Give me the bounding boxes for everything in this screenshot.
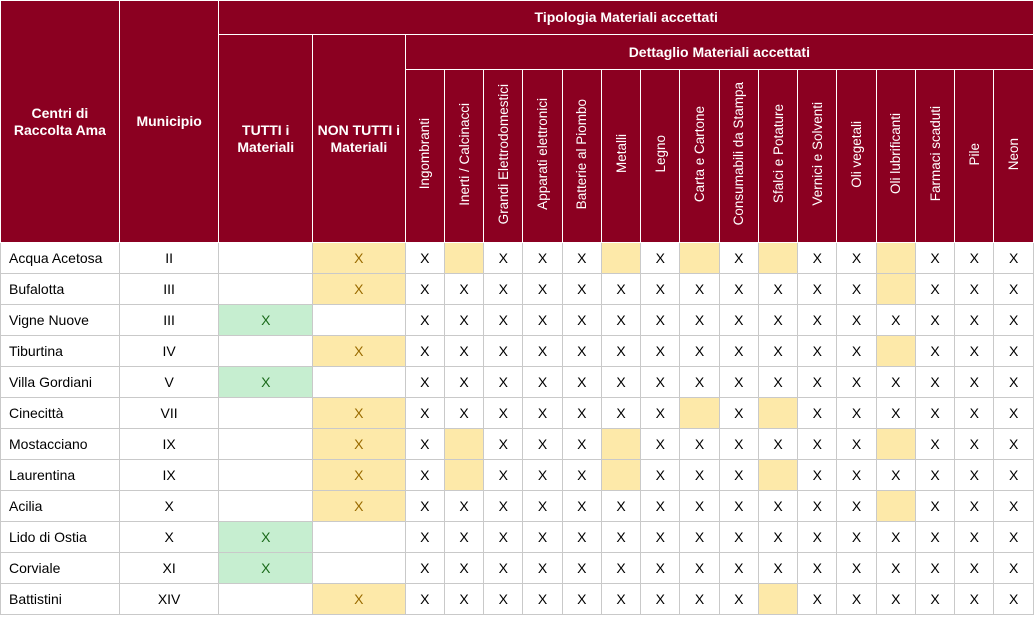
header-material [955, 70, 994, 243]
material-cell: X [955, 522, 994, 553]
material-cell: X [994, 584, 1034, 615]
tutti-cell [219, 274, 313, 305]
header-material-label: Metalli [613, 134, 629, 174]
material-cell: X [523, 336, 562, 367]
table-row [1, 522, 1034, 553]
header-material-label: Pile [966, 142, 982, 166]
material-cell: X [758, 553, 797, 584]
material-cell [876, 429, 915, 460]
table-row [1, 243, 1034, 274]
material-cell: X [994, 243, 1034, 274]
header-non-tutti: NON TUTTI i Materiali [313, 35, 406, 243]
non-tutti-cell: X [313, 398, 406, 429]
header-material-label: Sfalci e Potature [770, 104, 786, 204]
material-cell [444, 243, 483, 274]
material-cell: X [758, 522, 797, 553]
material-cell: X [405, 336, 444, 367]
material-cell: X [523, 584, 562, 615]
material-cell: X [837, 305, 876, 336]
material-cell: X [601, 553, 640, 584]
non-tutti-cell: X [313, 584, 406, 615]
material-cell: X [601, 398, 640, 429]
material-cell: X [601, 274, 640, 305]
material-cell: X [405, 460, 444, 491]
tutti-cell [219, 336, 313, 367]
material-cell: X [405, 429, 444, 460]
material-cell: X [876, 460, 915, 491]
non-tutti-cell: X [313, 491, 406, 522]
material-cell: X [798, 243, 837, 274]
header-material [444, 70, 483, 243]
material-cell [444, 429, 483, 460]
material-cell: X [798, 274, 837, 305]
material-cell: X [758, 429, 797, 460]
non-tutti-cell [313, 522, 406, 553]
material-cell: X [484, 584, 523, 615]
header-dettaglio: Dettaglio Materiali accettati [405, 35, 1033, 70]
centro-name: Mostacciano [1, 429, 120, 460]
material-cell: X [641, 305, 680, 336]
non-tutti-cell: X [313, 274, 406, 305]
material-cell: X [641, 398, 680, 429]
material-cell: X [641, 336, 680, 367]
non-tutti-cell [313, 553, 406, 584]
material-cell: X [994, 429, 1034, 460]
material-cell: X [680, 553, 719, 584]
centro-name: Laurentina [1, 460, 120, 491]
material-cell: X [915, 243, 954, 274]
header-material-label: Farmaci scaduti [927, 106, 943, 202]
material-cell: X [915, 584, 954, 615]
material-cell: X [680, 305, 719, 336]
material-cell: X [719, 460, 758, 491]
header-material [641, 70, 680, 243]
municipio-cell: XI [119, 553, 219, 584]
material-cell: X [523, 491, 562, 522]
material-cell: X [444, 398, 483, 429]
non-tutti-cell [313, 367, 406, 398]
header-material [484, 70, 523, 243]
header-material [523, 70, 562, 243]
material-cell: X [484, 460, 523, 491]
material-cell [680, 398, 719, 429]
material-cell: X [876, 584, 915, 615]
header-material [562, 70, 601, 243]
material-cell: X [837, 553, 876, 584]
material-cell: X [641, 429, 680, 460]
material-cell: X [641, 460, 680, 491]
material-cell: X [719, 274, 758, 305]
non-tutti-cell [313, 305, 406, 336]
centro-name: Bufalotta [1, 274, 120, 305]
centro-name: Lido di Ostia [1, 522, 120, 553]
material-cell: X [994, 553, 1034, 584]
material-cell [758, 243, 797, 274]
material-cell: X [601, 522, 640, 553]
material-cell: X [523, 243, 562, 274]
material-cell: X [758, 274, 797, 305]
material-cell: X [680, 584, 719, 615]
material-cell: X [876, 367, 915, 398]
material-cell [876, 336, 915, 367]
material-cell: X [562, 429, 601, 460]
material-cell: X [562, 367, 601, 398]
material-cell: X [680, 491, 719, 522]
material-cell: X [719, 305, 758, 336]
material-cell: X [955, 243, 994, 274]
header-material-label: Carta e Cartone [692, 105, 708, 203]
material-cell: X [484, 367, 523, 398]
material-cell [876, 243, 915, 274]
material-cell: X [719, 398, 758, 429]
header-material-label: Vernici e Solventi [809, 102, 825, 206]
material-cell: X [562, 491, 601, 522]
material-cell: X [484, 305, 523, 336]
material-cell [601, 429, 640, 460]
material-cell: X [994, 305, 1034, 336]
material-cell: X [798, 553, 837, 584]
material-cell: X [444, 274, 483, 305]
centro-name: Acqua Acetosa [1, 243, 120, 274]
material-cell: X [523, 305, 562, 336]
material-cell: X [876, 522, 915, 553]
material-cell [444, 460, 483, 491]
material-cell: X [680, 460, 719, 491]
material-cell: X [405, 584, 444, 615]
material-cell: X [955, 553, 994, 584]
material-cell: X [484, 243, 523, 274]
material-cell: X [601, 584, 640, 615]
municipio-cell: IV [119, 336, 219, 367]
material-cell: X [562, 584, 601, 615]
header-municipio: Municipio [119, 1, 219, 243]
table-row [1, 429, 1034, 460]
material-cell: X [562, 460, 601, 491]
material-cell: X [444, 584, 483, 615]
tutti-cell: X [219, 522, 313, 553]
material-cell: X [601, 305, 640, 336]
material-cell: X [798, 398, 837, 429]
material-cell: X [523, 460, 562, 491]
material-cell: X [641, 553, 680, 584]
municipio-cell: IX [119, 429, 219, 460]
material-cell: X [994, 460, 1034, 491]
material-cell: X [523, 429, 562, 460]
material-cell: X [641, 274, 680, 305]
material-cell: X [680, 522, 719, 553]
material-cell: X [955, 460, 994, 491]
material-cell: X [915, 553, 954, 584]
material-cell: X [562, 274, 601, 305]
non-tutti-cell: X [313, 243, 406, 274]
header-tipologia: Tipologia Materiali accettati [219, 1, 1034, 35]
header-material [405, 70, 444, 243]
material-cell: X [484, 336, 523, 367]
material-cell: X [562, 522, 601, 553]
material-cell: X [837, 367, 876, 398]
material-cell: X [798, 460, 837, 491]
material-cell: X [562, 553, 601, 584]
material-cell: X [680, 274, 719, 305]
table-row [1, 553, 1034, 584]
material-cell: X [915, 336, 954, 367]
material-cell [601, 243, 640, 274]
material-cell: X [562, 398, 601, 429]
municipio-cell: IX [119, 460, 219, 491]
tutti-cell [219, 398, 313, 429]
municipio-cell: VII [119, 398, 219, 429]
table-row [1, 398, 1034, 429]
header-material-label: Ingombranti [417, 118, 433, 190]
table-row [1, 274, 1034, 305]
material-cell: X [405, 243, 444, 274]
non-tutti-cell: X [313, 336, 406, 367]
material-cell: X [915, 429, 954, 460]
material-cell [758, 460, 797, 491]
material-cell: X [719, 243, 758, 274]
material-cell: X [641, 243, 680, 274]
material-cell: X [758, 336, 797, 367]
tutti-cell [219, 491, 313, 522]
header-tutti: TUTTI i Materiali [219, 35, 313, 243]
material-cell: X [719, 367, 758, 398]
material-cell: X [837, 584, 876, 615]
municipio-cell: X [119, 491, 219, 522]
material-cell: X [444, 553, 483, 584]
header-material-label: Oli lubrificanti [888, 113, 904, 195]
municipio-cell: II [119, 243, 219, 274]
material-cell: X [837, 243, 876, 274]
material-cell: X [641, 522, 680, 553]
material-cell: X [719, 584, 758, 615]
material-cell: X [484, 274, 523, 305]
material-cell: X [915, 522, 954, 553]
material-cell: X [523, 274, 562, 305]
material-cell: X [915, 491, 954, 522]
material-cell: X [837, 522, 876, 553]
material-cell: X [837, 491, 876, 522]
material-cell: X [405, 553, 444, 584]
material-cell: X [955, 429, 994, 460]
material-cell: X [523, 398, 562, 429]
material-cell: X [798, 305, 837, 336]
header-material [876, 70, 915, 243]
tutti-cell [219, 243, 313, 274]
tutti-cell [219, 584, 313, 615]
header-material [601, 70, 640, 243]
header-material [680, 70, 719, 243]
material-cell: X [837, 460, 876, 491]
material-cell: X [444, 491, 483, 522]
material-cell: X [719, 491, 758, 522]
header-material-label: Apparati elettronici [535, 98, 551, 210]
material-cell [876, 491, 915, 522]
centro-name: Villa Gordiani [1, 367, 120, 398]
material-cell: X [484, 491, 523, 522]
centro-name: Battistini [1, 584, 120, 615]
table-row [1, 305, 1034, 336]
material-cell: X [876, 305, 915, 336]
header-material [837, 70, 876, 243]
material-cell: X [444, 336, 483, 367]
material-cell: X [994, 336, 1034, 367]
non-tutti-cell: X [313, 429, 406, 460]
material-cell: X [837, 429, 876, 460]
header-material-label: Consumabili da Stampa [731, 82, 747, 226]
material-cell: X [601, 336, 640, 367]
material-cell: X [798, 429, 837, 460]
material-cell: X [601, 491, 640, 522]
material-cell: X [798, 336, 837, 367]
centro-name: Cinecittà [1, 398, 120, 429]
material-cell: X [915, 398, 954, 429]
material-cell [680, 243, 719, 274]
material-cell: X [798, 584, 837, 615]
material-cell: X [484, 522, 523, 553]
material-cell: X [915, 305, 954, 336]
header-material [994, 70, 1034, 243]
municipio-cell: X [119, 522, 219, 553]
municipio-cell: V [119, 367, 219, 398]
table-row [1, 491, 1034, 522]
material-cell: X [994, 398, 1034, 429]
material-cell: X [680, 367, 719, 398]
tutti-cell [219, 460, 313, 491]
material-cell: X [758, 305, 797, 336]
centro-name: Vigne Nuove [1, 305, 120, 336]
material-cell: X [955, 305, 994, 336]
header-material [758, 70, 797, 243]
material-cell: X [444, 305, 483, 336]
material-cell: X [758, 367, 797, 398]
material-cell: X [562, 336, 601, 367]
material-cell: X [444, 522, 483, 553]
material-cell: X [837, 398, 876, 429]
material-cell: X [641, 491, 680, 522]
municipio-cell: III [119, 274, 219, 305]
material-cell: X [405, 367, 444, 398]
material-cell: X [641, 584, 680, 615]
material-cell: X [719, 522, 758, 553]
table-row [1, 336, 1034, 367]
table-row [1, 367, 1034, 398]
header-centri: Centri di Raccolta Ama [1, 1, 120, 243]
material-cell: X [798, 522, 837, 553]
material-cell: X [405, 305, 444, 336]
material-cell: X [680, 336, 719, 367]
material-cell: X [837, 336, 876, 367]
header-material [798, 70, 837, 243]
material-cell: X [994, 367, 1034, 398]
material-cell: X [719, 336, 758, 367]
material-cell: X [915, 367, 954, 398]
header-material-label: Grandi Elettrodomestici [495, 83, 511, 225]
tutti-cell [219, 429, 313, 460]
material-cell: X [719, 429, 758, 460]
header-material [915, 70, 954, 243]
tutti-cell: X [219, 305, 313, 336]
material-cell: X [641, 367, 680, 398]
material-cell: X [405, 274, 444, 305]
material-cell: X [680, 429, 719, 460]
material-cell [758, 398, 797, 429]
table-row [1, 460, 1034, 491]
material-cell [601, 460, 640, 491]
material-cell: X [523, 522, 562, 553]
material-cell: X [719, 553, 758, 584]
tutti-cell: X [219, 367, 313, 398]
material-cell: X [955, 336, 994, 367]
material-cell: X [915, 460, 954, 491]
material-cell: X [562, 243, 601, 274]
tutti-cell: X [219, 553, 313, 584]
header-material-label: Batterie al Piombo [574, 98, 590, 210]
header-material-label: Neon [1006, 137, 1022, 171]
material-cell: X [798, 491, 837, 522]
material-cell: X [758, 491, 797, 522]
material-cell [758, 584, 797, 615]
material-cell: X [876, 398, 915, 429]
material-cell: X [955, 584, 994, 615]
centro-name: Tiburtina [1, 336, 120, 367]
material-cell: X [994, 491, 1034, 522]
header-material-label: Legno [652, 135, 668, 173]
material-cell: X [484, 553, 523, 584]
header-material [719, 70, 758, 243]
municipio-cell: III [119, 305, 219, 336]
material-cell: X [955, 398, 994, 429]
centro-name: Corviale [1, 553, 120, 584]
material-cell: X [484, 429, 523, 460]
material-cell: X [994, 274, 1034, 305]
non-tutti-cell: X [313, 460, 406, 491]
material-cell: X [523, 553, 562, 584]
material-cell: X [523, 367, 562, 398]
material-cell: X [955, 491, 994, 522]
material-cell: X [405, 491, 444, 522]
material-cell: X [405, 522, 444, 553]
header-material-label: Inerti / Calcinacci [456, 102, 472, 206]
material-cell: X [994, 522, 1034, 553]
material-cell: X [955, 274, 994, 305]
municipio-cell: XIV [119, 584, 219, 615]
material-cell: X [837, 274, 876, 305]
table-row [1, 584, 1034, 615]
material-cell: X [601, 367, 640, 398]
material-cell [876, 274, 915, 305]
material-cell: X [798, 367, 837, 398]
material-cell: X [444, 367, 483, 398]
material-cell: X [405, 398, 444, 429]
material-cell: X [955, 367, 994, 398]
material-cell: X [876, 553, 915, 584]
material-cell: X [484, 398, 523, 429]
centro-name: Acilia [1, 491, 120, 522]
material-cell: X [562, 305, 601, 336]
header-material-label: Oli vegetali [849, 120, 865, 188]
material-cell: X [915, 274, 954, 305]
